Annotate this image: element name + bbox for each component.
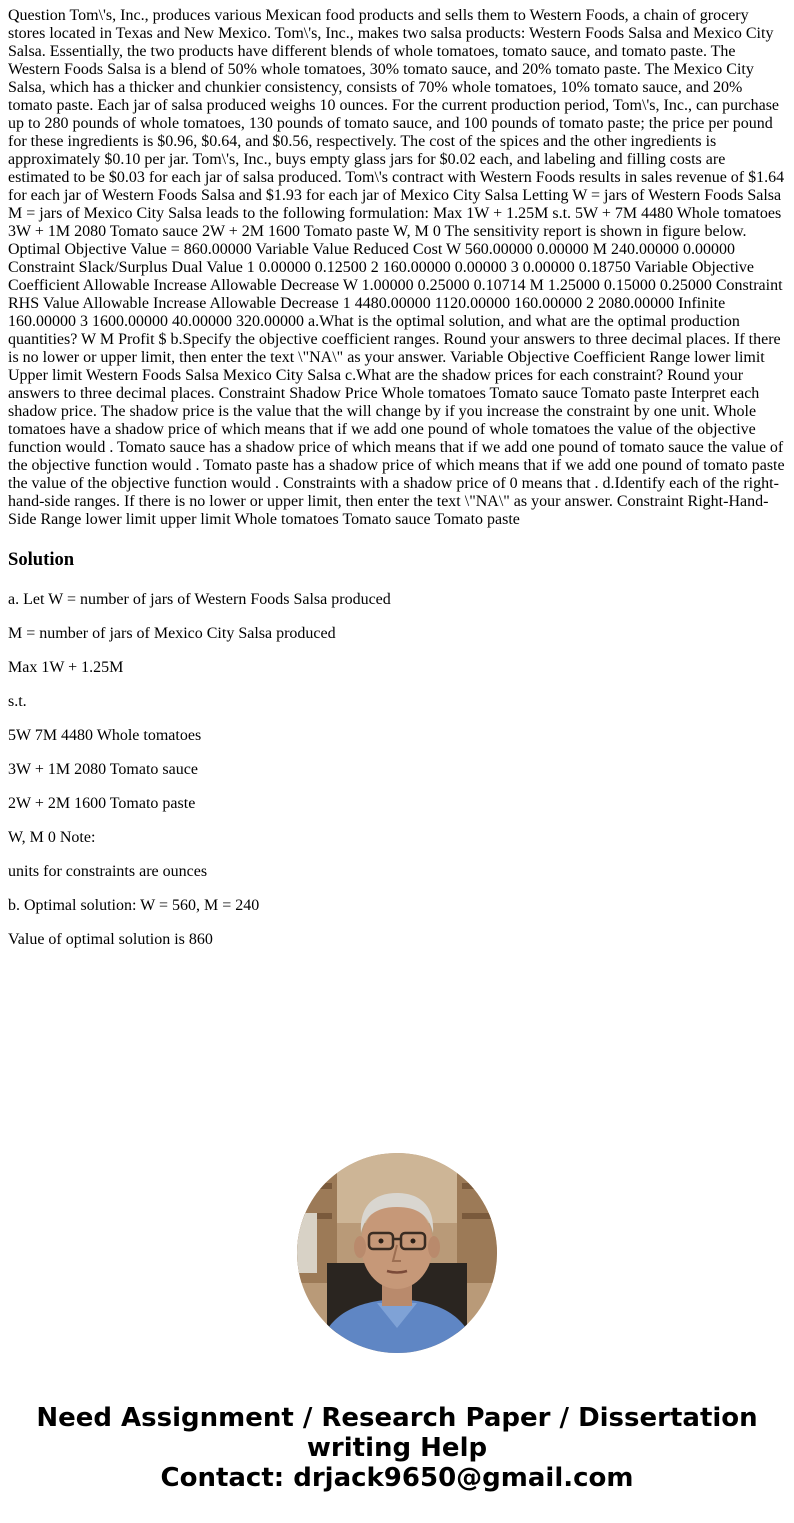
banner-line-headline: Need Assignment / Research Paper / Dissertation <box>36 1403 758 1433</box>
document-content <box>8 7 786 965</box>
solution-body <box>8 591 786 949</box>
solution-line: s.t. <box>8 693 27 710</box>
solution-line: a. Let W = number of jars of Western Foods Salsa produced <box>8 591 391 608</box>
solution-line: W, M 0 Note: <box>8 829 96 846</box>
solution-heading: Solution <box>8 549 75 570</box>
author-portrait-icon <box>297 1153 497 1353</box>
banner-line-subheadline: writing Help <box>306 1433 488 1463</box>
contact-banner <box>0 1403 794 1493</box>
solution-line: b. Optimal solution: W = 560, M = 240 <box>8 897 260 914</box>
solution-line: 2W + 2M 1600 Tomato paste <box>8 795 196 812</box>
solution-line: 5W 7M 4480 Whole tomatoes <box>8 727 202 744</box>
solution-line: Max 1W + 1.25M <box>8 659 124 676</box>
solution-line: units for constraints are ounces <box>8 863 208 880</box>
solution-line: M = number of jars of Mexico City Salsa produced <box>8 625 336 642</box>
banner-contact-email: Contact: drjack9650@gmail.com <box>160 1463 634 1493</box>
question-text: Question Tom\'s, Inc., produces various Mexican food products and sells them to Western Foods, a chain of grocery stores located in Texas and New Mexico. Tom\'s, Inc., makes two salsa products: Western Foods Salsa and Mexico City Salsa. Essentially, the two products have different blends of whole tomatoes, tomato sauce, and tomato paste. The Western Foods Salsa is a blend of 50% whole tomatoes, 30% tomato sauce, and 20% tomato paste. The Mexico City Salsa, which has a thicker and chunkier consistency, consists of 70% whole tomatoes, 10% tomato sauce, and 20% tomato paste. Each jar of salsa produced weighs 10 ounces. For the current production period, Tom\'s, Inc., can purchase up to 280 pounds of whole tomatoes, 130 pounds of tomato sauce, and 100 pounds of tomato paste; the price per pound for these ingredients is $0.96, $0.64, and $0.56, respectively. The cost of the spices and the other ingredients is approximately $0.10 per jar. Tom\'s, Inc., buys empty glass jars for $0.02 each, and labeling and filling costs are estimated to be $0.03 for each jar of salsa produced. Tom\'s contract with Western Foods results in sales revenue of $1.64 for each jar of Western Foods Salsa and $1.93 for each jar of Mexico City Salsa Letting W = jars of Western Foods Salsa M = jars of Mexico City Salsa leads to the following formulation: Max 1W + 1.25M s.t. 5W + 7M 4480 Whole tomatoes 3W + 1M 2080 Tomato sauce 2W + 2M 1600 Tomato paste W, M 0 The sensitivity report is shown in figure below. Optimal Objective Value = 860.00000 Variable Value Reduced Cost W 560.00000 0.00000 M 240.00000 0.00000 Constraint Slack/Surplus Dual Value 1 0.00000 0.12500 2 160.00000 0.00000 3 0.00000 0.18750 Variable Objective Coefficient Allowable Increase Allowable Decrease W 1.00000 0.25000 0.10714 M 1.25000 0.15000 0.25000 Constraint RHS Value Allowable Increase Allowable Decrease 1 4480.00000 1120.00000 160.00000 2 2080.00000 Infinite 160.00000 3 1600.00000 40.00000 320.00000 a.What is the optimal solution, and what are the optimal production quantities? W M Profit $ b.Specify the objective coefficient ranges. Round your answers to three decimal places. If there is no lower or upper limit, then enter the text \"NA\" as your answer. Variable Objective Coefficient Range lower limit Upper limit Western Foods Salsa Mexico City Salsa c.What are the shadow prices for each constraint? Round your answers to three decimal places. Constraint Shadow Price Whole tomatoes Tomato sauce Tomato paste Interpret each shadow price. The shadow price is the value that the will change by if you increase the constraint by one unit. Whole tomatoes have a shadow price of which means that if we add one pound of whole tomatoes the value of the objective function would . Tomato sauce has a shadow price of which means that if we add one pound of tomato sauce the value of the objective function would . Tomato paste has a shadow price of which means that if we add one pound of tomato paste the value of the objective function would . Constraints with a shadow price of 0 means that . d.Identify each of the right-hand-side ranges. If there is no lower or upper limit, then enter the text \"NA\" as your answer. Constraint Right-Hand-Side Range lower limit upper limit Whole tomatoes Tomato sauce Tomato paste <box>8 7 785 528</box>
author-avatar <box>297 1153 497 1353</box>
solution-line: Value of optimal solution is 860 <box>8 931 213 948</box>
solution-line: 3W + 1M 2080 Tomato sauce <box>8 761 198 778</box>
